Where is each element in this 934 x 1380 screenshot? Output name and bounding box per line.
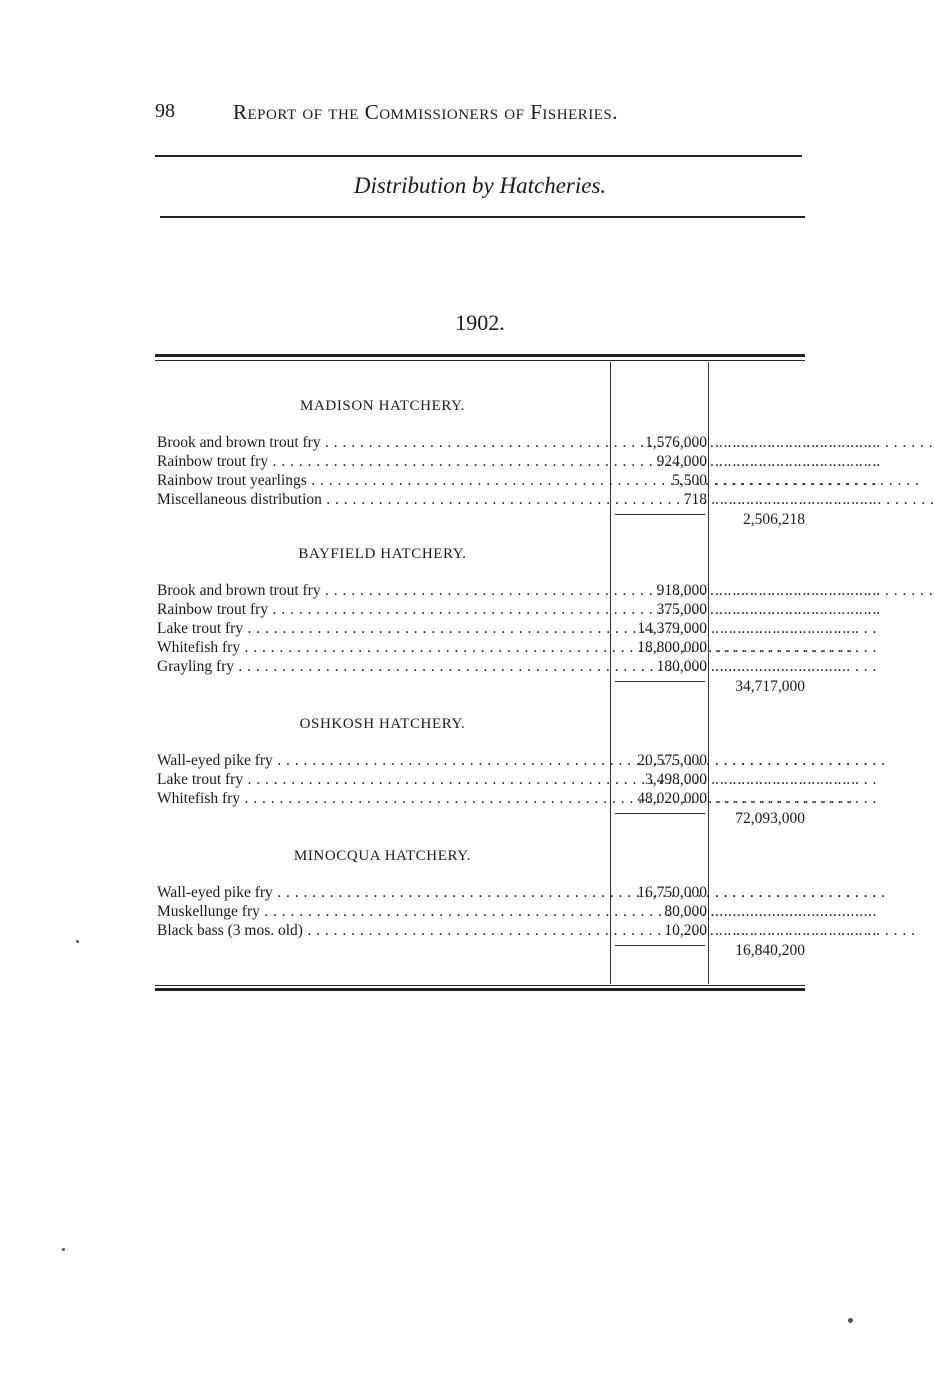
fish-type-label: Brook and brown trout fry . . . xyxy=(157,582,609,600)
hatchery-total: 16,840,200 xyxy=(735,942,805,959)
fish-count: 14,379,000 xyxy=(637,620,707,637)
fish-count: 18,800,000 xyxy=(637,639,707,656)
hatchery-heading: BAYFIELD HATCHERY. xyxy=(298,546,467,562)
dot-leader: . . . . . . . . . . . . . . . . . . . xyxy=(715,658,877,675)
page-number: 98 xyxy=(155,100,175,122)
hatchery-heading: OSHKOSH HATCHERY. xyxy=(299,716,466,732)
fish-count: 5,500 xyxy=(672,472,707,489)
fish-count: 80,000 xyxy=(664,903,707,920)
subtotal-rule xyxy=(615,514,705,515)
dot-leader: . . . . . . . . . . . . . . . . . . . xyxy=(715,922,877,939)
dot-leader: . . . . . . . . . . . . . . . . . . . xyxy=(715,790,877,807)
fish-type-label: Wall-eyed pike fry . . . xyxy=(157,752,609,770)
dot-leader: . . . . . . . . . . . . . . . . . . . xyxy=(715,491,877,508)
fish-type-label: Whitefish fry . . . xyxy=(157,790,609,808)
print-speck xyxy=(62,1248,65,1251)
fish-type-label: Lake trout fry . . . xyxy=(157,771,609,789)
fish-count: 20,575,000 xyxy=(637,752,707,769)
table-row xyxy=(155,771,877,790)
subtotal-rule xyxy=(615,681,705,682)
dot-leader: . . . . . . . . . . . . . . . . . . . xyxy=(715,582,877,599)
table-bottom-rule xyxy=(155,988,805,991)
fish-count: 924,000 xyxy=(656,453,707,470)
fish-type-label: Rainbow trout fry . . . xyxy=(157,453,609,471)
fish-count: 180,000 xyxy=(656,658,707,675)
fish-type-label: Lake trout fry . . . xyxy=(157,620,609,638)
hatchery-total: 2,506,218 xyxy=(743,511,805,528)
fish-type-label: Rainbow trout yearlings . . . xyxy=(157,472,609,490)
dot-leader: . . . . . . . . . . . . . . . . . . . xyxy=(715,639,877,656)
table-row xyxy=(155,884,877,903)
table-row xyxy=(155,453,877,472)
fish-count: 10,200 xyxy=(664,922,707,939)
dot-leader: . . . . . . . . . . . . . . . . . . . xyxy=(715,601,877,618)
table-top-rule xyxy=(155,354,805,357)
dot-leader: . . . . . . . . . . . . . . . . . . . xyxy=(715,884,877,901)
subtotal-rule xyxy=(615,945,705,946)
header-rule-bottom xyxy=(160,216,805,218)
fish-type-label: Wall-eyed pike fry . . . xyxy=(157,884,609,902)
fish-type-label: Black bass (3 mos. old) . . . xyxy=(157,922,609,940)
dot-leader: . . . . . . . . . . . . . . . . . . . xyxy=(715,903,877,920)
fish-count: 718 xyxy=(683,491,707,508)
dot-leader: . . . . . . . . . . . . . . . . . . . xyxy=(715,752,877,769)
fish-count: 3,498,000 xyxy=(645,771,707,788)
fish-type-label: Muskellunge fry . . . xyxy=(157,903,609,921)
table-row xyxy=(155,903,877,922)
section-subtitle: Distribution by Hatcheries. xyxy=(353,173,607,198)
fish-count: 918,000 xyxy=(656,582,707,599)
dot-leader: . . . . . . . . . . . . . . . . . . . xyxy=(715,620,877,637)
table-top-rule-thin xyxy=(155,360,805,361)
fish-type-label: Miscellaneous distribution . . . xyxy=(157,491,609,509)
subtotal-rule xyxy=(615,813,705,814)
fish-count: 48,020,000 xyxy=(637,790,707,807)
table-row xyxy=(155,472,877,491)
dot-leader: . . . . . . . . . . . . . . . . . . . xyxy=(715,771,877,788)
hatchery-heading: MADISON HATCHERY. xyxy=(300,398,465,414)
table-row xyxy=(155,790,877,809)
hatchery-total: 34,717,000 xyxy=(735,678,805,695)
running-title: Report of the Commissioners of Fisheries. xyxy=(233,100,618,124)
table-row xyxy=(155,601,877,620)
fish-type-label: Brook and brown trout fry . . . xyxy=(157,434,609,452)
fish-type-label: Whitefish fry . . . xyxy=(157,639,609,657)
fish-type-label: Rainbow trout fry . . . xyxy=(157,601,609,619)
year-heading: 1902. xyxy=(455,310,505,335)
fish-count: 375,000 xyxy=(656,601,707,618)
print-speck xyxy=(76,940,79,943)
table-row xyxy=(155,922,877,941)
hatchery-heading: MINOCQUA HATCHERY. xyxy=(293,848,472,864)
header-rule-top xyxy=(155,155,802,157)
dot-leader: . . . . . . . . . . . . . . . . . . . xyxy=(715,472,877,489)
table-row xyxy=(155,620,877,639)
dot-leader: . . . . . . . . . . . . . . . . . . . xyxy=(715,434,877,451)
table-row xyxy=(155,658,877,677)
table-row xyxy=(155,639,877,658)
table-row xyxy=(155,752,877,771)
table-bottom-rule-thin xyxy=(155,985,805,986)
fish-type-label: Grayling fry . . . xyxy=(157,658,609,676)
print-speck xyxy=(848,1318,853,1323)
table-row xyxy=(155,491,877,510)
distribution-table xyxy=(155,354,877,994)
dot-leader: . . . . . . . . . . . . . . . . . . . xyxy=(715,453,877,470)
fish-count: 16,750,000 xyxy=(637,884,707,901)
table-row xyxy=(155,582,877,601)
hatchery-total: 72,093,000 xyxy=(735,810,805,827)
fish-count: 1,576,000 xyxy=(645,434,707,451)
table-row xyxy=(155,434,877,453)
